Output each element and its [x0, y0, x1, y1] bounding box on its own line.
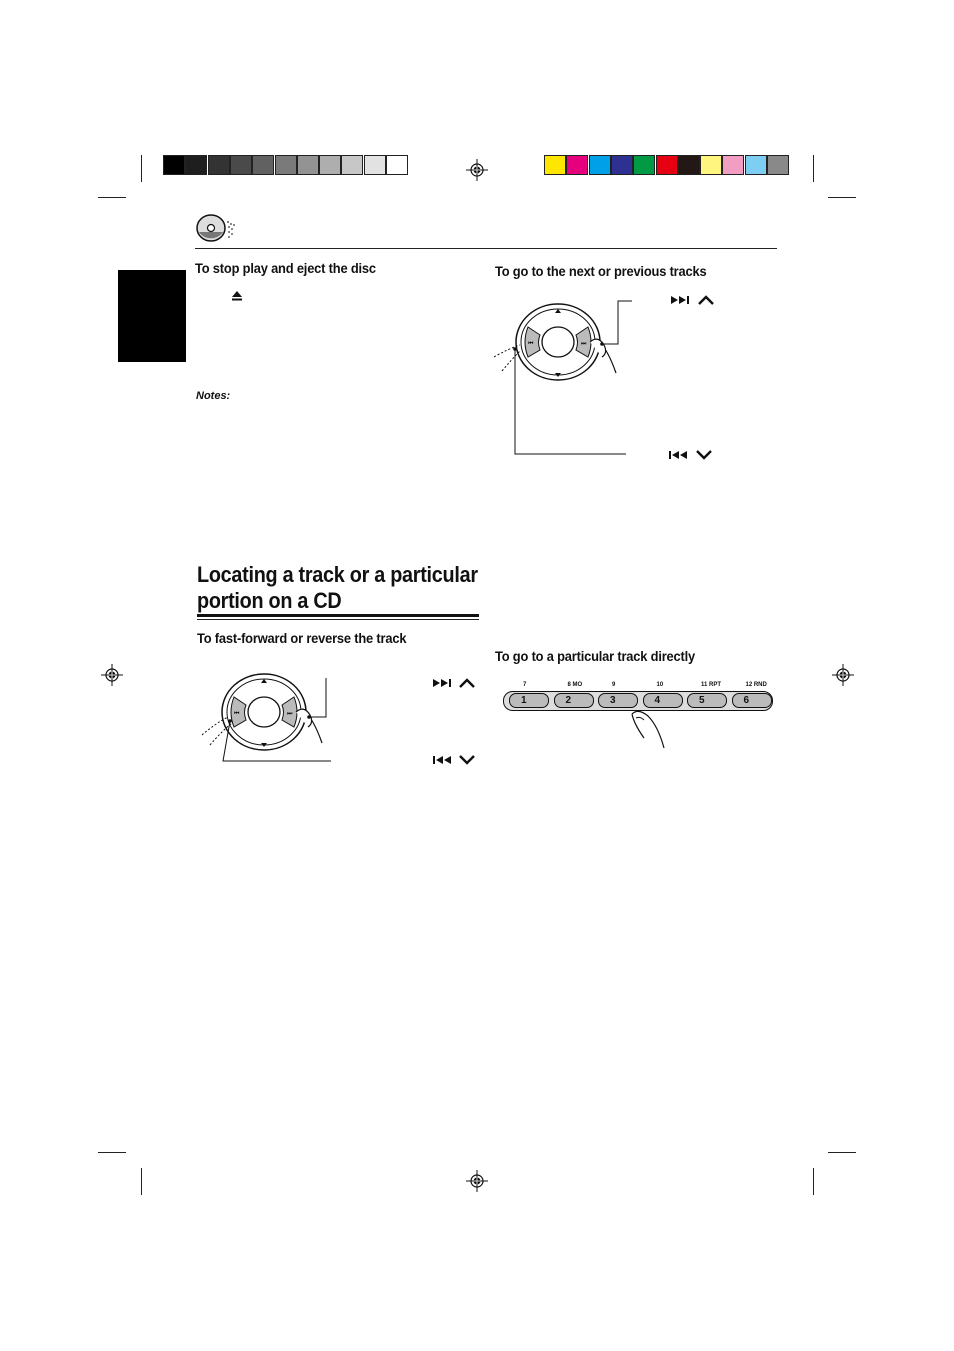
svg-text:⏭: ⏭ [287, 710, 293, 717]
crop-mark [98, 1152, 126, 1153]
preset-upper-label: 9 [612, 682, 616, 688]
registration-mark-icon [101, 664, 123, 686]
header-rule [195, 248, 777, 249]
color-swatch [722, 155, 744, 175]
section-title-line-2: portion on a CD [197, 588, 342, 613]
color-swatch [341, 155, 363, 175]
crop-mark [141, 1168, 142, 1195]
next-prev-heading: To go to the next or previous tracks [495, 263, 707, 279]
color-swatch [163, 155, 185, 175]
crop-mark [141, 155, 142, 182]
color-swatch [319, 155, 341, 175]
crop-mark [813, 1168, 814, 1195]
color-swatch [566, 155, 588, 175]
color-swatch [656, 155, 678, 175]
prev-track-icon [668, 450, 692, 460]
section-title [197, 562, 485, 614]
preset-button-3[interactable]: 3 [598, 693, 638, 708]
svg-text:⏮: ⏮ [234, 710, 240, 717]
registration-mark-icon [466, 1170, 488, 1192]
direct-track-heading: To go to a particular track directly [495, 648, 695, 664]
cd-icon [196, 212, 240, 244]
color-swatch [611, 155, 633, 175]
preset-upper-label: 10 [656, 682, 664, 688]
prev-track-icon [432, 755, 456, 765]
color-swatch [275, 155, 297, 175]
finger-pointer [628, 708, 668, 750]
color-swatch [364, 155, 386, 175]
color-swatch [700, 155, 722, 175]
registration-mark-icon [832, 664, 854, 686]
preset-button-5[interactable]: 5 [687, 693, 727, 708]
chevron-down-icon [696, 450, 712, 460]
color-swatch [386, 155, 408, 175]
preset-button-1[interactable]: 1 [509, 693, 549, 708]
color-swatch [633, 155, 655, 175]
color-swatch [230, 155, 252, 175]
preset-upper-label: 7 [523, 682, 527, 688]
preset-button-2[interactable]: 2 [554, 693, 594, 708]
next-track-icon [432, 678, 456, 688]
stop-eject-heading: To stop play and eject the disc [195, 260, 376, 276]
section-title-line-1: Locating a track or a particular [197, 562, 478, 587]
color-swatch [745, 155, 767, 175]
color-swatch [297, 155, 319, 175]
preset-upper-label: 12 RND [745, 682, 767, 688]
next-track-icon [670, 295, 694, 305]
registration-mark-icon [466, 159, 488, 181]
color-swatch [589, 155, 611, 175]
preset-button-4[interactable]: 4 [643, 693, 683, 708]
crop-mark [98, 197, 126, 198]
color-swatch [252, 155, 274, 175]
control-pad-diagram [490, 295, 640, 465]
crop-mark [828, 1152, 856, 1153]
svg-text:⏮: ⏮ [528, 340, 534, 347]
color-swatch [208, 155, 230, 175]
chevron-up-icon [459, 678, 475, 688]
svg-text:⏭: ⏭ [581, 340, 587, 347]
chevron-down-icon [459, 755, 475, 765]
preset-upper-label: 11 RPT [701, 682, 722, 688]
color-swatch [544, 155, 566, 175]
language-tab [118, 270, 186, 362]
eject-icon [231, 290, 243, 302]
title-rule-thick [197, 614, 479, 617]
color-swatch [185, 155, 207, 175]
crop-mark [828, 197, 856, 198]
color-swatch [767, 155, 789, 175]
chevron-up-icon [698, 295, 714, 305]
control-pad-diagram [196, 665, 356, 770]
fast-forward-heading: To fast-forward or reverse the track [197, 630, 407, 646]
crop-mark [813, 155, 814, 182]
color-swatch [678, 155, 700, 175]
preset-button-6[interactable]: 6 [732, 693, 772, 708]
title-rule-thin [197, 619, 479, 620]
preset-upper-label: 8 MO [567, 682, 583, 688]
notes-label: Notes: [196, 390, 231, 402]
